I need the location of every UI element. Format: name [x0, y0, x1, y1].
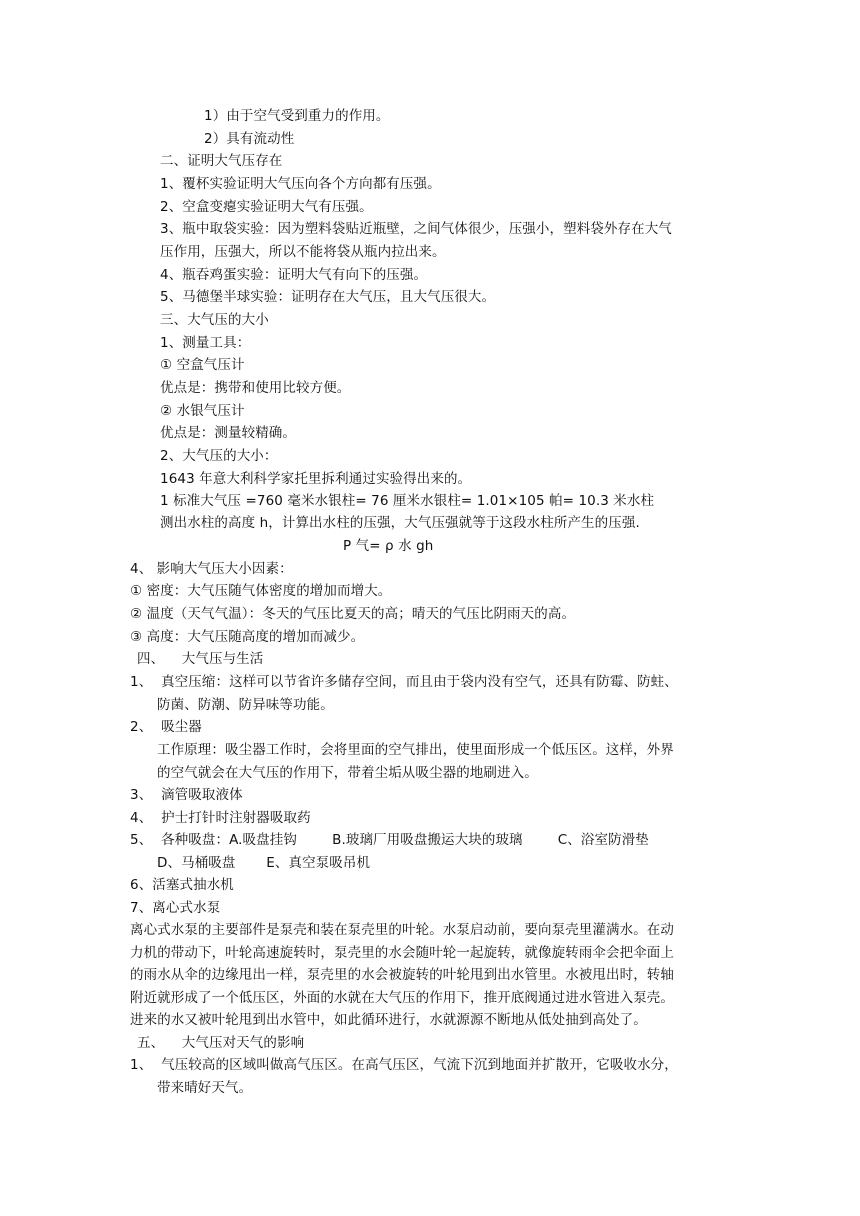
text-line: 4、 影响大气压大小因素： — [130, 561, 293, 577]
section-heading: 五、 大气压对天气的影响 — [137, 1035, 305, 1051]
text-line: 1、 真空压缩：这样可以节省许多储存空间，而且由于袋内没有空气，还具有防霉、防蛀、 — [130, 674, 678, 690]
text-line: 3、 滴管吸取液体 — [130, 787, 243, 803]
text-line: 1 标准大气压 =760 毫米水银柱= 76 厘米水银柱= 1.01×105 帕= 10.3 米水柱 — [160, 493, 655, 509]
text-line: 2、 吸尘器 — [130, 719, 202, 735]
text-line: 2、空盒变瘪实验证明大气有压强。 — [160, 199, 373, 215]
text-line: ② 温度（天气气温）：冬天的气压比夏天的高；晴天的气压比阴雨天的高。 — [130, 606, 576, 622]
text-line: 5、马德堡半球实验：证明存在大气压，且大气压很大。 — [160, 289, 496, 305]
text-line: 2）具有流动性 — [204, 131, 295, 147]
section-heading: 四、 大气压与生活 — [137, 651, 264, 667]
text-line: ① 密度：大气压随气体密度的增加而增大。 — [130, 583, 392, 599]
text-line: 附近就形成了一个低压区，外面的水就在大气压的作用下，推开底阀通过进水管进入泵壳。 — [130, 990, 674, 1006]
text-line: 1）由于空气受到重力的作用。 — [204, 108, 390, 124]
text-line: ③ 高度：大气压随高度的增加而减少。 — [130, 629, 365, 645]
formula: P 气= ρ 水 gh — [343, 538, 434, 554]
text-line: 6、活塞式抽水机 — [130, 877, 234, 893]
text-line: 1、测量工具： — [160, 335, 251, 351]
text-line: D、马桶吸盘 E、真空泵吸吊机 — [157, 855, 371, 871]
text-line: 1、覆杯实验证明大气压向各个方向都有压强。 — [160, 176, 441, 192]
text-line: 带来晴好天气。 — [157, 1080, 253, 1096]
section-heading: 二、证明大气压存在 — [160, 153, 283, 169]
section-heading: 三、大气压的大小 — [160, 312, 269, 328]
text-line: 离心式水泵的主要部件是泵壳和装在泵壳里的叶轮。水泵启动前，要向泵壳里灌满水。在动 — [130, 922, 674, 938]
text-line: 2、大气压的大小： — [160, 448, 278, 464]
text-line: 测出水柱的高度 h，计算出水柱的压强，大气压强就等于这段水柱所产生的压强. — [160, 515, 640, 531]
text-line: 的空气就会在大气压的作用下，带着尘垢从吸尘器的地刷进入。 — [157, 765, 538, 781]
text-line: ① 空盒气压计 — [160, 357, 245, 373]
text-line: 防菌、防潮、防异味等功能。 — [157, 697, 334, 713]
text-line: 7、离心式水泵 — [130, 900, 221, 916]
text-line: 压作用，压强大，所以不能将袋从瓶内拉出来。 — [160, 244, 446, 260]
text-line: 3、瓶中取袋实验：因为塑料袋贴近瓶壁，之间气体很少，压强小，塑料袋外存在大气 — [160, 221, 672, 237]
text-line: 5、 各种吸盘：A.吸盘挂钩 B.玻璃厂用吸盘搬运大块的玻璃 C、浴室防滑垫 — [130, 832, 649, 848]
text-line: 1643 年意大利科学家托里拆利通过实验得出来的。 — [160, 471, 472, 487]
text-line: 4、 护士打针时注射器吸取药 — [130, 810, 311, 826]
text-line: 优点是：测量较精确。 — [160, 425, 296, 441]
text-line: 优点是：携带和使用比较方便。 — [160, 380, 351, 396]
text-line: 力机的带动下，叶轮高速旋转时，泵壳里的水会随叶轮一起旋转，就像旋转雨伞会把伞面上 — [130, 945, 674, 961]
text-line: 4、瓶吞鸡蛋实验：证明大气有向下的压强。 — [160, 267, 428, 283]
text-line: 1、 气压较高的区域叫做高气压区。在高气压区，气流下沉到地面并扩散开，它吸收水分， — [130, 1057, 678, 1073]
text-line: ② 水银气压计 — [160, 403, 245, 419]
text-line: 的雨水从伞的边缘甩出一样，泵壳里的水会被旋转的叶轮甩到出水管里。水被甩出时，转轴 — [130, 967, 674, 983]
text-line: 工作原理：吸尘器工作时，会将里面的空气排出，使里面形成一个低压区。这样，外界 — [157, 742, 674, 758]
text-line: 进来的水又被叶轮甩到出水管中，如此循环进行，水就源源不断地从低处抽到高处了。 — [130, 1012, 647, 1028]
